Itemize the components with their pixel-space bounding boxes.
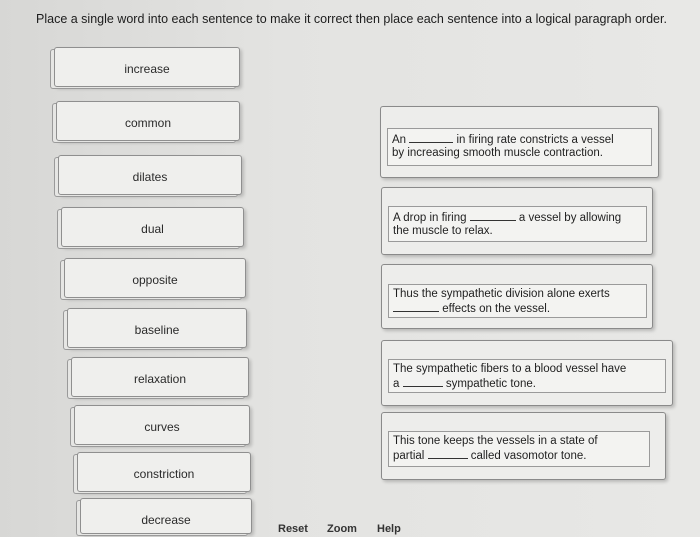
instructions: Place a single word into each sentence to make it correct then place each sentence into a logical paragraph order. [36, 12, 667, 26]
word-tile-dilates[interactable]: dilates [58, 155, 242, 195]
word-tile-curves[interactable]: curves [74, 405, 250, 445]
sentence-card-3[interactable] [381, 264, 653, 329]
blank-drop-zone[interactable] [403, 376, 443, 387]
sentence-text-4[interactable]: The sympathetic fibers to a blood vessel have a sympathetic tone. [388, 359, 666, 393]
sentence-text-2[interactable]: A drop in firing a vessel by allowing the muscle to relax. [388, 206, 647, 242]
sentence-card-4[interactable] [381, 340, 673, 406]
blank-drop-zone[interactable] [428, 448, 468, 459]
reset-button[interactable]: Reset [278, 523, 308, 535]
word-tile-opposite[interactable]: opposite [64, 258, 246, 298]
sentence-text-5[interactable]: This tone keeps the vessels in a state of partial called vasomotor tone. [388, 431, 650, 467]
sentence-text-1[interactable]: An in firing rate constricts a vessel by increasing smooth muscle contraction. [387, 128, 652, 166]
word-tile-baseline[interactable]: baseline [67, 308, 247, 348]
sentence-card-2[interactable] [381, 187, 653, 255]
word-tile-decrease[interactable]: decrease [80, 498, 252, 534]
help-button[interactable]: Help [377, 523, 401, 535]
word-tile-increase[interactable]: increase [54, 47, 240, 87]
zoom-button[interactable]: Zoom [327, 523, 357, 535]
word-tile-relaxation[interactable]: relaxation [71, 357, 249, 397]
word-tile-dual[interactable]: dual [61, 207, 244, 247]
sentence-card-1[interactable] [380, 106, 659, 178]
blank-drop-zone[interactable] [393, 301, 439, 312]
blank-drop-zone[interactable] [470, 210, 516, 221]
sentence-card-5[interactable] [381, 412, 666, 480]
word-tile-constriction[interactable]: constriction [77, 452, 251, 492]
blank-drop-zone[interactable] [409, 132, 453, 143]
word-tile-common[interactable]: common [56, 101, 240, 141]
sentence-text-3[interactable]: Thus the sympathetic division alone exerts effects on the vessel. [388, 284, 647, 318]
